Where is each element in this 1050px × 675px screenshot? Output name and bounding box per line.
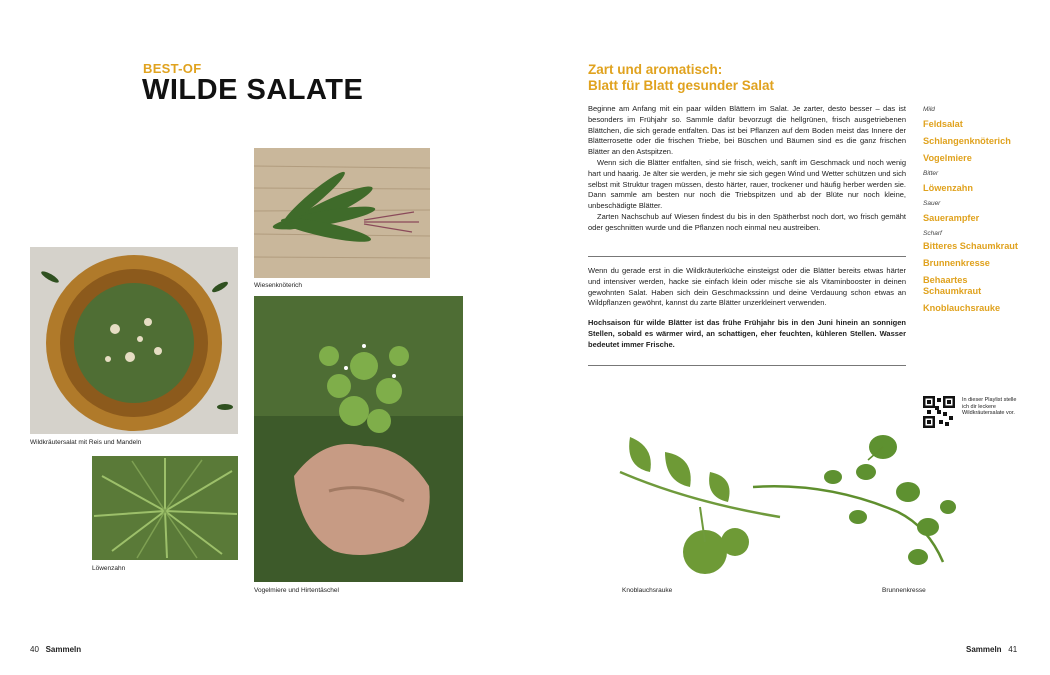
subhead-line2: Blatt für Blatt gesunder Salat	[588, 78, 775, 93]
paragraph-1: Beginne am Anfang mit ein paar wilden Blättern im Salat. Je zarter, desto besser – das ist besonders im Frühjahr so. Sammle dafür bevorzugt die hellgrünen, frisch ausgetriebenen Blättchen, die sich gerade entfalten. Das ist bei Pflanzen auf dem Boden meist das Innere der Blätterrosette oder die frischen Triebe, bei Büschen und Bäumen sind es die ganz frischen Blätter an den Astspitzen.	[588, 104, 906, 157]
caption-vogelmiere: Vogelmiere und Hirtentäschel	[254, 587, 339, 594]
footer-left	[30, 645, 81, 654]
kicker: BEST-OF	[143, 61, 202, 76]
photo-salad-bowl	[30, 247, 238, 434]
box-rule-top	[588, 256, 906, 257]
page-number-right: 41	[1008, 645, 1018, 654]
photo-loewenzahn	[92, 456, 238, 560]
paragraph-2: Wenn sich die Blätter entfalten, sind sie frisch, weich, sanft im Geschmack und noch wenig hart und haarig. Je älter sie werden, je mehr sie sich gegen Wind und Wetter schützen und sich selbst mit Struktur tragen müssen, desto härter, rauer, trockener und häufig herber werden sie. Dann sammle am besten nur noch die Triebspitzen und ab der Blüte nur noch kleine, unbeschädigte Blätter.	[588, 157, 906, 211]
qr-note: In dieser Playlist stelle ich dir leckere Wildkräutersalate vor.	[962, 397, 1017, 417]
caption-loewenzahn: Löwenzahn	[92, 565, 126, 572]
paragraph-3: Zarten Nachschub auf Wiesen findest du bis in den Spätherbst noch dort, wo frisch gemäht oder geschnitten wurde und die Pflanzen noch einmal neu austreiben.	[588, 211, 906, 232]
caption-brunnenkresse: Brunnenkresse	[882, 587, 926, 594]
qr-code[interactable]	[923, 396, 955, 428]
page-title: WILDE SALATE	[142, 74, 364, 106]
section-subhead	[588, 62, 908, 94]
body-text	[588, 104, 906, 234]
box-paragraph: Wenn du gerade erst in die Wildkräuterküche einsteigst oder die Blätter bereits etwas härter und intensiver werden, hacke sie einfach klein oder mische sie als Vitaminbooster in deinen gewohnten Salat. Haben sich dein Geschmackssinn und deine Verdauung schon etwas an Wildpflanzen gewöhnt, kannst du zarte Blätter unzerkleinert verwenden.	[588, 266, 906, 308]
plant-knoblauchsrauke: Knoblauchsrauke	[923, 303, 1001, 313]
info-box	[588, 266, 906, 351]
subhead-line1: Zart und aromatisch:	[588, 62, 723, 77]
caption-salad-bowl: Wildkräutersalat mit Reis und Mandeln	[30, 439, 142, 446]
category-scharf: Scharf	[923, 230, 942, 237]
photo-brunnenkresse	[748, 432, 958, 572]
plant-feldsalat: Feldsalat	[923, 119, 963, 129]
photo-vogelmiere	[254, 296, 463, 582]
category-sauer: Sauer	[923, 200, 941, 207]
section-label-left: Sammeln	[45, 645, 82, 654]
plant-bitteres-schaumkraut: Bitteres Schaumkraut	[923, 241, 1018, 251]
category-mild: Mild	[923, 106, 935, 113]
caption-wiesenknoeterich: Wiesenknöterich	[254, 282, 303, 289]
section-label-right: Sammeln	[966, 645, 1002, 654]
category-bitter: Bitter	[923, 170, 939, 177]
plant-behaartes-schaumkraut: Behaartes Schaumkraut	[923, 275, 982, 296]
page-number-left: 40	[30, 645, 39, 654]
photo-wiesenknoeterich	[254, 148, 430, 278]
plant-brunnenkresse: Brunnenkresse	[923, 258, 990, 268]
plant-loewenzahn: Löwenzahn	[923, 183, 974, 193]
taste-sidebar	[923, 106, 1033, 314]
plant-vogelmiere: Vogelmiere	[923, 153, 972, 163]
plant-sauerampfer: Sauerampfer	[923, 213, 980, 223]
footer-right	[966, 645, 1017, 654]
box-bold-paragraph: Hochsaison für wilde Blätter ist das frühe Frühjahr bis in den Juni hinein an sonnigen Stellen, sobald es wärmer wird, an schattigen, eher feuchten, kühleren Stellen. Wasser bedeutet immer Frische.	[588, 318, 906, 349]
plant-schlangenknoeterich: Schlangenknöterich	[923, 136, 1011, 146]
box-rule-bottom	[588, 365, 906, 366]
caption-knoblauchsrauke: Knoblauchsrauke	[622, 587, 673, 594]
